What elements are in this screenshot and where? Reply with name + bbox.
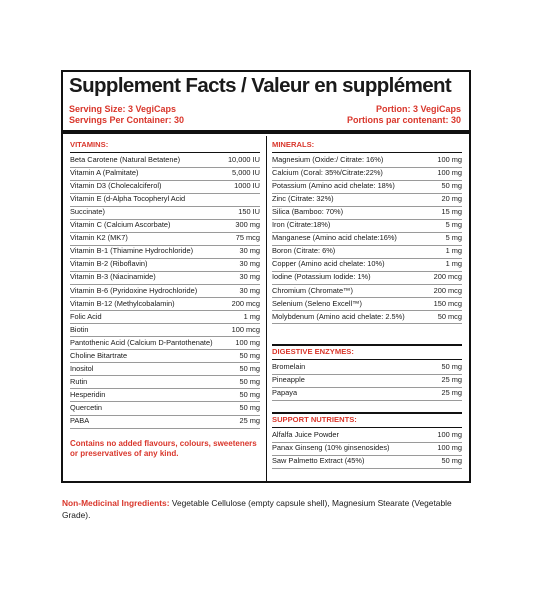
vitamin-row (70, 351, 260, 360)
support-nutrients-item-row (272, 456, 462, 465)
vitamin-amount: 5,000 IU (232, 168, 260, 178)
digestive-enzymes-heading-rule (272, 359, 462, 360)
support-nutrients-item-name: Saw Palmetto Extract (45%) (272, 456, 365, 466)
vitamin-row (70, 403, 260, 412)
mineral-amount: 5 mg (445, 220, 462, 230)
mineral-amount: 15 mg (441, 207, 462, 217)
vitamin-row (70, 246, 260, 255)
vitamin-amount: 300 mg (235, 220, 260, 230)
support-nutrients-item-amount: 50 mg (441, 456, 462, 466)
vitamin-amount: 150 IU (238, 207, 260, 217)
digestive-enzymes-top-rule (272, 344, 462, 346)
vitamin-amount (258, 194, 260, 203)
vitamin-row (70, 272, 260, 281)
mineral-name: Magnesium (Oxide:/ Citrate: 16%) (272, 155, 384, 164)
mineral-amount: 5 mg (445, 233, 462, 243)
vitamin-name: Inositol (70, 363, 94, 373)
mineral-name: Selenium (Seleno Excell™) (272, 298, 362, 308)
support-nutrients-item-amount: 100 mg (437, 443, 462, 453)
vitamin-amount: 1 mg (243, 311, 260, 321)
vitamin-name: Vitamin B-2 (Riboflavin) (70, 259, 148, 269)
mineral-name: Calcium (Coral: 35%/Citrate:22%) (272, 168, 383, 178)
vitamin-amount: 30 mg (239, 272, 260, 282)
vitamin-name: Vitamin B-6 (Pyridoxine Hydrochloride) (70, 285, 198, 295)
vitamin-row (70, 181, 260, 190)
vitamin-row (70, 416, 260, 425)
mineral-row (272, 155, 462, 164)
minerals-heading: MINERALS: (272, 140, 315, 149)
mineral-name: Iron (Citrate:18%) (272, 220, 331, 230)
column-divider (266, 136, 267, 481)
no-additives-note: Contains no added flavours, colours, sweeteners or preservatives of any kind. (70, 439, 257, 458)
vitamin-amount: 50 mg (239, 389, 260, 399)
mineral-amount: 100 mg (437, 155, 462, 164)
vitamin-row (70, 299, 260, 308)
mineral-name: Boron (Citrate: 6%) (272, 246, 336, 256)
vitamin-row (70, 155, 260, 164)
vitamin-amount: 30 mg (239, 259, 260, 269)
vitamin-name: Vitamin D3 (Cholecalciferol) (70, 181, 162, 191)
digestive-enzymes-item-rule (272, 400, 462, 401)
vitamin-name: Vitamin B-12 (Methylcobalamin) (70, 298, 175, 308)
mineral-row (272, 272, 462, 281)
vitamin-amount: 100 mcg (231, 324, 260, 334)
support-nutrients-heading: SUPPORT NUTRIENTS: (272, 415, 357, 424)
vitamin-name: Folic Acid (70, 311, 102, 321)
servings-per-container: Servings Per Container: 30 (69, 115, 185, 125)
vitamin-row (70, 259, 260, 268)
mineral-name: Potassium (Amino acid chelate: 18%) (272, 181, 395, 191)
support-nutrients-item-name: Alfalfa Juice Powder (272, 430, 339, 439)
digestive-enzymes-item-row (272, 375, 462, 384)
portions-par-contenant: Portions par contenant: 30 (346, 115, 461, 125)
digestive-enzymes-item-name: Pineapple (272, 375, 305, 385)
support-nutrients-item-row (272, 430, 462, 439)
digestive-enzymes-item-row (272, 362, 462, 371)
non-medicinal-label: Non-Medicinal Ingredients: (62, 498, 170, 508)
mineral-amount: 200 mcg (433, 272, 462, 282)
vitamin-name: Choline Bitartrate (70, 350, 128, 360)
support-nutrients-item-name: Panax Ginseng (10% ginsenosides) (272, 443, 390, 453)
vitamin-row (70, 390, 260, 399)
vitamin-row (70, 325, 260, 334)
mineral-rule (272, 323, 462, 324)
mineral-amount: 50 mg (441, 181, 462, 191)
vitamin-name: Vitamin C (Calcium Ascorbate) (70, 220, 171, 230)
mineral-name: Silica (Bamboo: 70%) (272, 207, 344, 217)
vitamins-heading-rule (70, 152, 260, 153)
mineral-name: Zinc (Citrate: 32%) (272, 194, 334, 204)
vitamin-name: Hesperidin (70, 389, 106, 399)
mineral-row (272, 194, 462, 203)
mineral-name: Chromium (Chromate™) (272, 285, 353, 295)
mineral-row (272, 246, 462, 255)
vitamin-name: Rutin (70, 376, 88, 386)
vitamin-name: Vitamin B-1 (Thiamine Hydrochloride) (70, 246, 194, 256)
non-medicinal-text: Vegetable Cellulose (empty capsule shell), Magnesium Stearate (Vegetable Grade). (62, 498, 452, 520)
support-nutrients-item-amount: 100 mg (437, 430, 462, 439)
vitamin-amount: 30 mg (239, 246, 260, 256)
vitamin-rule (70, 428, 260, 429)
vitamin-amount: 50 mg (239, 363, 260, 373)
digestive-enzymes-item-amount: 25 mg (441, 388, 462, 398)
digestive-enzymes-item-amount: 50 mg (441, 362, 462, 371)
vitamins-heading: VITAMINS: (70, 140, 109, 149)
digestive-enzymes-heading: DIGESTIVE ENZYMES: (272, 347, 354, 356)
support-nutrients-top-rule (272, 412, 462, 414)
support-nutrients-heading-rule (272, 427, 462, 428)
vitamin-amount: 200 mcg (231, 298, 260, 308)
mineral-name: Copper (Amino acid chelate: 10%) (272, 259, 385, 269)
vitamin-amount: 1000 IU (234, 181, 260, 191)
mineral-amount: 1 mg (445, 246, 462, 256)
vitamin-amount: 100 mg (235, 337, 260, 347)
vitamin-row (70, 233, 260, 242)
panel-title: Supplement Facts / Valeur en supplément (69, 74, 452, 97)
vitamin-amount: 75 mcg (235, 233, 260, 243)
vitamin-amount: 30 mg (239, 285, 260, 295)
support-nutrients-item-rule (272, 468, 462, 469)
vitamin-name: Vitamin K2 (MK7) (70, 233, 128, 243)
vitamin-name: Vitamin A (Palmitate) (70, 168, 139, 178)
vitamin-amount: 50 mg (239, 402, 260, 412)
vitamin-name: Biotin (70, 324, 89, 334)
support-nutrients-item-row (272, 443, 462, 452)
vitamin-row (70, 286, 260, 295)
vitamin-row (70, 168, 260, 177)
vitamin-amount: 50 mg (239, 376, 260, 386)
mineral-row (272, 259, 462, 268)
vitamin-row (70, 207, 260, 216)
digestive-enzymes-item-row (272, 388, 462, 397)
mineral-row (272, 207, 462, 216)
mineral-amount: 100 mg (437, 168, 462, 178)
vitamin-name: Succinate) (70, 207, 105, 217)
mineral-row (272, 168, 462, 177)
vitamin-name: Pantothenic Acid (Calcium D-Pantothenate) (70, 337, 213, 347)
portion: Portion: 3 VegiCaps (375, 104, 461, 114)
vitamin-name: PABA (70, 416, 90, 425)
mineral-row (272, 220, 462, 229)
vitamin-name: Beta Carotene (Natural Betatene) (70, 155, 181, 164)
mineral-name: Manganese (Amino acid chelate:16%) (272, 233, 397, 243)
serving-size: Serving Size: 3 VegiCaps (69, 104, 177, 114)
digestive-enzymes-item-amount: 25 mg (441, 375, 462, 385)
digestive-enzymes-item-name: Bromelain (272, 362, 306, 371)
minerals-heading-rule (272, 152, 462, 153)
vitamin-row (70, 312, 260, 321)
non-medicinal-ingredients (62, 497, 462, 521)
vitamin-row (70, 194, 260, 203)
mineral-row (272, 233, 462, 242)
vitamin-name: Vitamin B-3 (Niacinamide) (70, 272, 156, 282)
vitamin-amount: 25 mg (239, 416, 260, 425)
mineral-amount: 200 mcg (433, 285, 462, 295)
mineral-row (272, 299, 462, 308)
digestive-enzymes-item-name: Papaya (272, 388, 298, 398)
vitamin-row (70, 338, 260, 347)
vitamin-amount: 10,000 IU (227, 155, 260, 164)
mineral-name: Molybdenum (Amino acid chelate: 2.5%) (272, 311, 405, 321)
mineral-row (272, 312, 462, 321)
mineral-name: Iodine (Potassium Iodide: 1%) (272, 272, 371, 282)
mineral-amount: 150 mcg (433, 298, 462, 308)
mineral-row (272, 286, 462, 295)
vitamin-row (70, 364, 260, 373)
thick-divider (63, 130, 469, 134)
vitamin-row (70, 220, 260, 229)
vitamin-amount: 50 mg (239, 350, 260, 360)
mineral-amount: 1 mg (445, 259, 462, 269)
vitamin-name: Vitamin E (d-Alpha Tocopheryl Acid (70, 194, 186, 204)
mineral-amount: 20 mg (441, 194, 462, 204)
vitamin-name: Quercetin (70, 402, 103, 412)
mineral-row (272, 181, 462, 190)
supplement-facts-panel (61, 70, 471, 483)
mineral-amount: 50 mcg (437, 311, 462, 321)
vitamin-row (70, 377, 260, 386)
